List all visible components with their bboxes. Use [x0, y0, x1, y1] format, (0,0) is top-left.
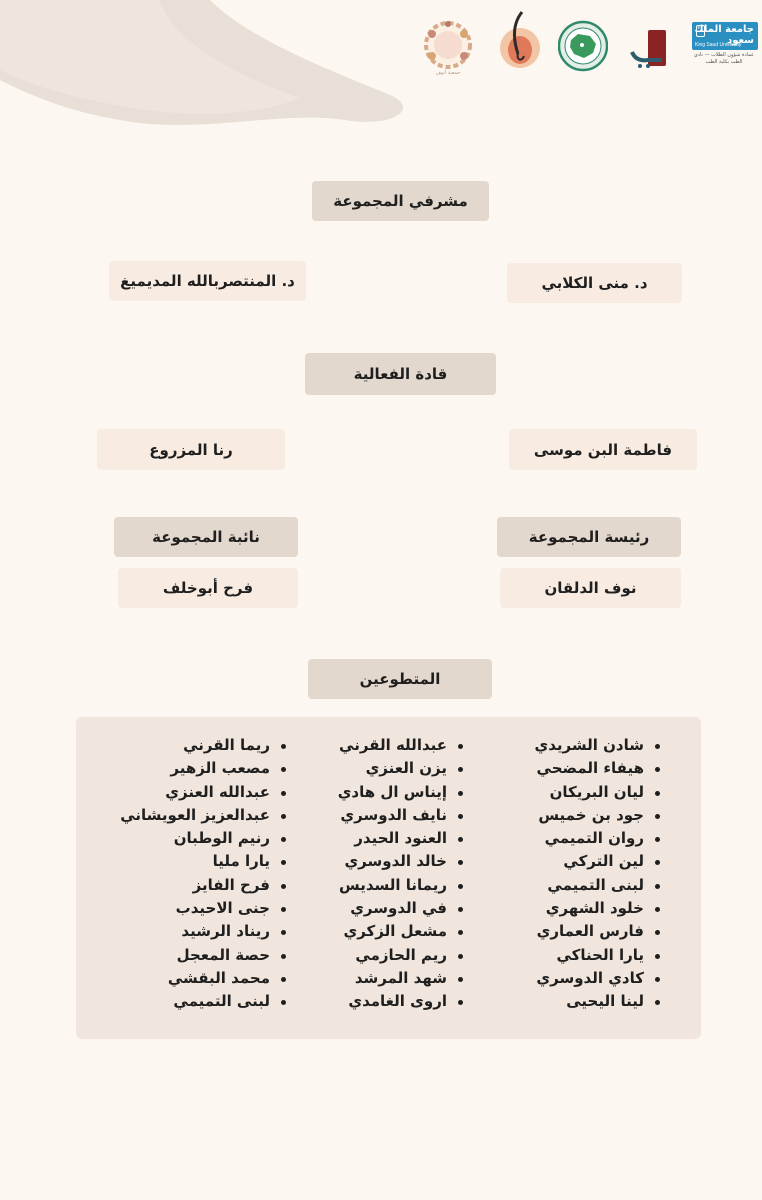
king-saud-university-logo	[690, 22, 758, 70]
list-item: جنى الاحيدب	[120, 897, 292, 920]
leader-name: فاطمة البن موسى	[509, 429, 697, 470]
list-item: ريما القرني	[120, 734, 292, 757]
ksu-logo-subtitle: عمادة شؤون الطلاب — نادي الطب بكلية الطب	[693, 52, 755, 65]
list-item: حصة المعجل	[120, 944, 292, 967]
list-item: عبدالعزيز العويشاني	[120, 804, 292, 827]
medical-club-logo	[628, 28, 668, 68]
floral-wreath-logo	[422, 20, 474, 82]
list-item: إيناس ال هادي	[338, 781, 469, 804]
group-deputy-name: فرح أبوخلف	[118, 568, 298, 608]
list-item: لبنى التميمي	[120, 990, 292, 1013]
volunteer-column-2	[338, 734, 469, 1014]
ksu-logo-english: King Saud University	[695, 42, 742, 48]
group-head-label: رئيسة المجموعة	[497, 517, 681, 557]
supervisor-name: د. منى الكلابي	[507, 263, 682, 303]
volunteers-heading: المتطوعين	[308, 659, 492, 699]
supervisors-heading: مشرفي المجموعة	[312, 181, 489, 221]
list-item: لينا اليحيى	[534, 990, 666, 1013]
list-item: نايف الدوسري	[338, 804, 469, 827]
list-item: جود بن خميس	[534, 804, 666, 827]
list-item: لبنى التميمي	[534, 874, 666, 897]
leaders-heading: قادة الفعالية	[305, 353, 496, 395]
list-item: مشعل الزكري	[338, 920, 469, 943]
list-item: محمد البقشي	[120, 967, 292, 990]
list-item: يارا الحناكي	[534, 944, 666, 967]
ksu-logo-arabic: جامعة الملك سعود	[694, 24, 754, 46]
list-item: خالد الدوسري	[338, 850, 469, 873]
list-item: ريمانا السديس	[338, 874, 469, 897]
list-item: خلود الشهري	[534, 897, 666, 920]
list-item: في الدوسري	[338, 897, 469, 920]
group-deputy-label: نائبة المجموعة	[114, 517, 298, 557]
list-item: العنود الحيدر	[338, 827, 469, 850]
saudi-map-seal-logo	[558, 20, 608, 72]
list-item: ريم الحازمي	[338, 944, 469, 967]
list-item: اروى الغامدي	[338, 990, 469, 1013]
list-item: كادي الدوسري	[534, 967, 666, 990]
list-item: لين التركي	[534, 850, 666, 873]
list-item: رنيم الوطبان	[120, 827, 292, 850]
list-item: يزن العنزي	[338, 757, 469, 780]
list-item: شهد المرشد	[338, 967, 469, 990]
list-item: فارس العماري	[534, 920, 666, 943]
leader-name: رنا المزروع	[97, 429, 285, 470]
floral-logo-caption: جمعية أنوف	[435, 70, 461, 76]
volunteer-column-1	[534, 734, 666, 1014]
list-item: روان التميمي	[534, 827, 666, 850]
list-item: ريناد الرشيد	[120, 920, 292, 943]
list-item: عبدالله العنزي	[120, 781, 292, 804]
hair-care-logo	[496, 8, 544, 70]
supervisor-name: د. المنتصربالله المديميغ	[109, 261, 306, 301]
volunteer-column-3	[120, 734, 292, 1014]
list-item: ليان البريكان	[534, 781, 666, 804]
sponsor-logos	[0, 8, 762, 88]
list-item: مصعب الزهير	[120, 757, 292, 780]
list-item: يارا مليا	[120, 850, 292, 873]
list-item: شادن الشريدي	[534, 734, 666, 757]
list-item: فرح الفايز	[120, 874, 292, 897]
volunteers-list-panel	[76, 717, 701, 1039]
group-head-name: نوف الدلقان	[500, 568, 681, 608]
flower-wreath-icon	[422, 20, 474, 70]
list-item: هيفاء المضحي	[534, 757, 666, 780]
list-item: عبدالله القرني	[338, 734, 469, 757]
